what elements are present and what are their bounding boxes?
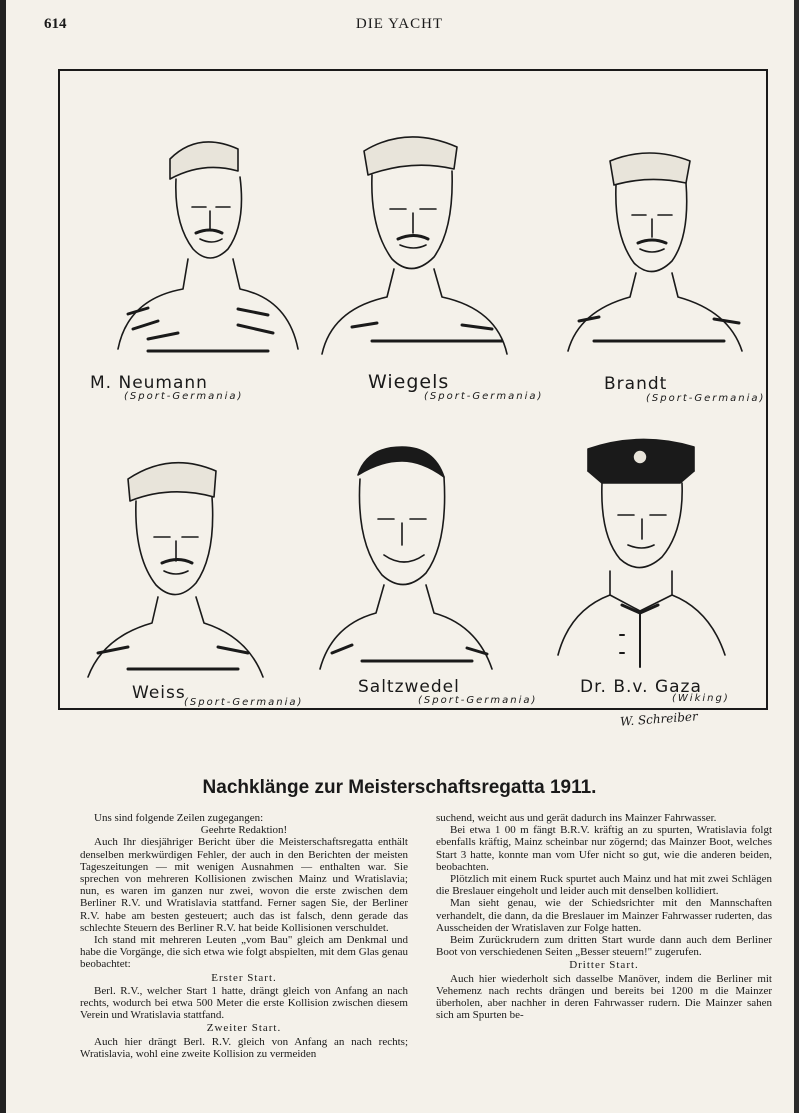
- portrait-illustration: [58, 69, 768, 710]
- caption-club-6: (Wiking): [672, 693, 730, 704]
- portrait-brandt: [568, 153, 742, 351]
- portrait-neumann: [118, 142, 298, 351]
- right-paragraph-4: Man sieht genau, wie der Schiedsrichter mit den Mannschaften verhandelt, die dann, da die Breslauer im Mainzer Fahrwasser ruderten, das Ausscheiden der Wratislaven zur Folge hatten.: [436, 897, 772, 934]
- caption-club-5: (Sport-Germania): [418, 695, 538, 706]
- heading-second-start: Zweiter Start.: [206, 1022, 282, 1035]
- scan-edge-left: [0, 0, 6, 1113]
- right-paragraph-2: Bei etwa 1 00 m fängt B.R.V. kräftig an zu spurten, Wratislavia folgt ebenfalls kräftig, Mainz scheinbar nur zögernd; das Mainzer Boot, welches Start 3 hatte, konnte man vom Ufer nicht so gut, wie die anderen beiden, beobachten.: [436, 824, 772, 873]
- caption-club-1: (Sport-Germania): [124, 391, 244, 402]
- caption-club-3: (Sport-Germania): [646, 393, 766, 404]
- second-start-text: Auch hier drängt Berl. R.V. gleich von Anfang an nach rechts; Wratislavia, wohl eine zweite Kollision zu vermeiden: [80, 1035, 408, 1060]
- article-salutation: Geehrte Redaktion!: [200, 824, 288, 837]
- caption-name-3: Brandt: [604, 374, 668, 394]
- portrait-gaza: [558, 439, 725, 667]
- portrait-weiss: [88, 463, 263, 677]
- scan-edge-right: [794, 0, 799, 1113]
- article-column-left: [80, 812, 408, 1060]
- caption-name-6: Dr. B.v. Gaza: [580, 677, 702, 697]
- caption-name-5: Saltzwedel: [358, 677, 460, 697]
- right-paragraph-1: suchend, weicht aus und gerät dadurch ins Mainzer Fahrwasser.: [436, 812, 717, 824]
- left-paragraph-2: Ich stand mit mehreren Leuten „vom Bau" gleich am Denkmal und habe die Vorgänge, die sich etwa wie folgt abspielten, mit dem Glas genau beobachtet:: [80, 934, 408, 971]
- heading-first-start: Erster Start.: [211, 971, 277, 984]
- left-paragraph-1: Auch Ihr diesjähriger Bericht über die Meisterschaftsregatta enthält denselben merkwürdigen Fehler, der auch in den Berichten der meisten Tageszeitungen — mit wenigen Ausnahmen — enthalten war. Sie sprechen von mehreren Kollisionen zwischen Mainz und Wratislavia; nun, es waren im ganzen nur zwei, wovon die erste zwischen dem Berliner R.V. und Wratislavia stattfand. Ferner sagen Sie, der Berliner R.V. habe am besten gesteuert; auch das ist falsch, denn gerade das schlechte Steuern des Berliner R.V. hat beide Kollisionen verschuldet.: [80, 836, 408, 934]
- journal-title: DIE YACHT: [355, 16, 444, 32]
- first-start-text: Berl. R.V., welcher Start 1 hatte, drängt gleich von Anfang an nach rechts, wodurch bei etwa 500 Meter die erste Kollision zwischen diesem Verein und Wratislavia stattfand.: [80, 984, 408, 1022]
- right-paragraph-5: Beim Zurückrudern zum dritten Start wurde dann auch dem Berliner Boot von verschiedenen Seiten „Besser steuern!" zugerufen.: [436, 934, 772, 959]
- artist-signature: W. Schreiber: [619, 709, 699, 729]
- portrait-wiegels: [322, 137, 507, 354]
- page-number: 614: [44, 16, 67, 32]
- right-paragraph-3: Plötzlich mit einem Ruck spurtet auch Mainz und hat mit zwei Schlägen die Breslauer eingeholt und leider auch mit denselben kollidiert.: [436, 873, 772, 898]
- article-column-right: [436, 812, 772, 1021]
- third-start-text: Auch hier wiederholt sich dasselbe Manöver, indem die Berliner mit Vehemenz nach rechts drängen und bereits bei 1200 m die Mainzer überholen, aber nachher in deren Fahrwasser rudern. Die Mainzer sahen sich am Spurten be-: [436, 972, 772, 1022]
- article-title: Nachklänge zur Meisterschaftsregatta 1911.: [202, 777, 597, 798]
- heading-third-start: Dritter Start.: [569, 959, 639, 972]
- portrait-saltzwedel: [320, 447, 492, 669]
- article-intro: Uns sind folgende Zeilen zugegangen:: [94, 812, 264, 824]
- caption-name-1: M. Neumann: [90, 373, 208, 393]
- caption-name-2: Wiegels: [368, 371, 450, 393]
- caption-club-2: (Sport-Germania): [424, 391, 544, 402]
- caption-name-4: Weiss: [132, 683, 186, 703]
- caption-club-4: (Sport-Germania): [184, 697, 304, 708]
